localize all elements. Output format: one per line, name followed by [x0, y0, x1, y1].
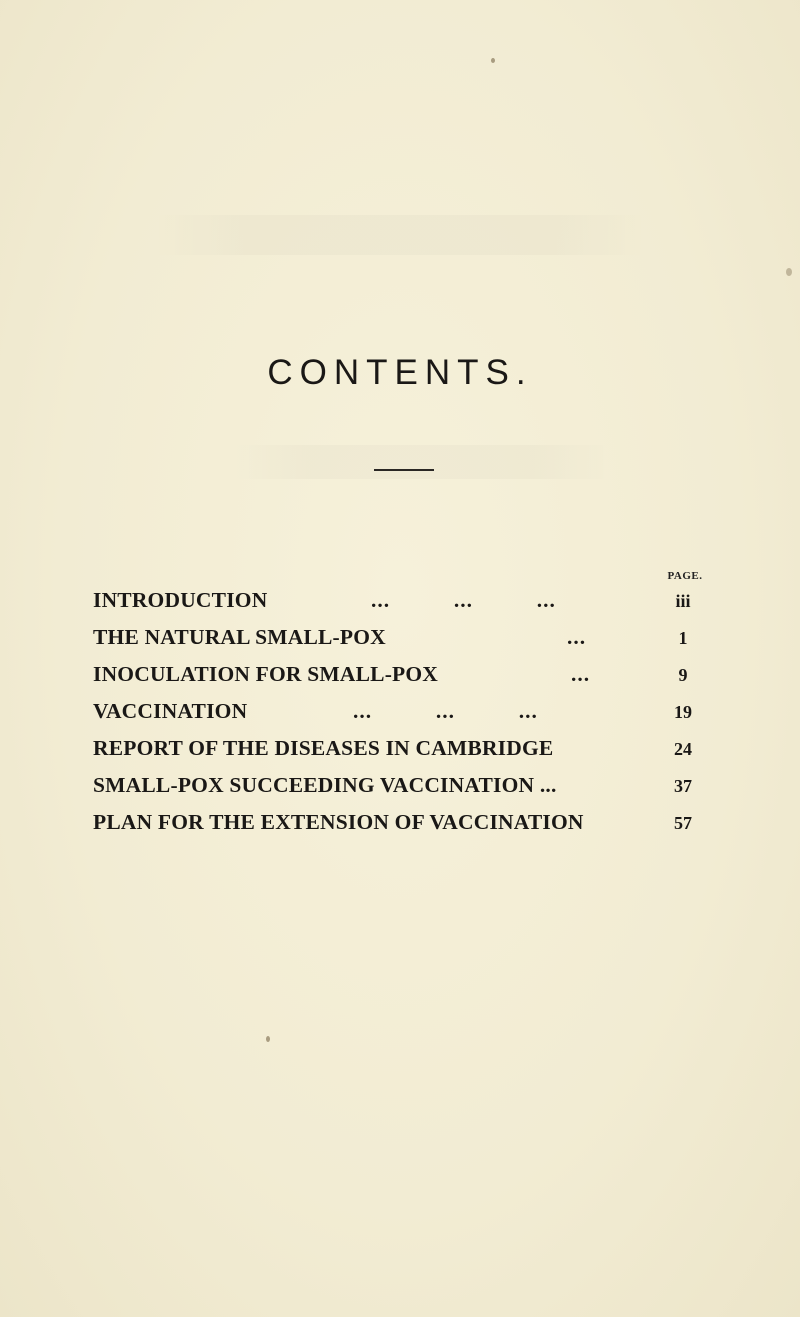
- toc-entry-page: 1: [678, 628, 688, 648]
- toc-entry-label: INOCULATION FOR SMALL-POX: [93, 662, 439, 686]
- toc-entry-inoculation: [93, 662, 723, 699]
- paper-speck: [266, 1036, 270, 1042]
- toc-entry-label: THE NATURAL SMALL-POX: [93, 625, 386, 649]
- paper-speck: [786, 268, 792, 276]
- toc-entry-vaccination: [93, 699, 723, 736]
- paper-speck: [491, 58, 495, 63]
- toc-entry-label: INTRODUCTION: [93, 588, 268, 612]
- toc-entry-page: 19: [674, 702, 692, 722]
- toc-entry-leader: ...: [571, 662, 591, 686]
- toc-entry-label: PLAN FOR THE EXTENSION OF VACCINATION: [93, 810, 584, 834]
- show-through-shadow: [230, 445, 610, 479]
- title-rule: [374, 469, 434, 471]
- toc-entry-small-pox-succeeding: [93, 773, 723, 810]
- toc-entry-plan-extension: [93, 810, 723, 847]
- toc-entry-page: 24: [674, 739, 692, 759]
- toc-entry-report-cambridge: [93, 736, 723, 773]
- toc-entry-page: iii: [675, 591, 691, 611]
- show-through-shadow: [150, 215, 650, 255]
- toc-entry-leader: ... ... ...: [371, 588, 556, 612]
- toc-entry-page: 9: [678, 665, 688, 685]
- toc-entry-introduction: [93, 588, 723, 625]
- toc-entry-natural-small-pox: [93, 625, 723, 662]
- toc-entry-page: 37: [674, 776, 692, 796]
- page-title: CONTENTS.: [267, 353, 533, 393]
- toc-entry-label: REPORT OF THE DISEASES IN CAMBRIDGE: [93, 736, 554, 760]
- table-of-contents: [93, 588, 723, 847]
- toc-entry-leader: ...: [567, 625, 587, 649]
- toc-entry-leader: ... ... ...: [353, 699, 538, 723]
- page-column-heading: PAGE.: [667, 570, 703, 582]
- toc-entry-label: VACCINATION: [93, 699, 248, 723]
- toc-entry-label: SMALL-POX SUCCEEDING VACCINATION ...: [93, 773, 557, 797]
- toc-entry-page: 57: [674, 813, 692, 833]
